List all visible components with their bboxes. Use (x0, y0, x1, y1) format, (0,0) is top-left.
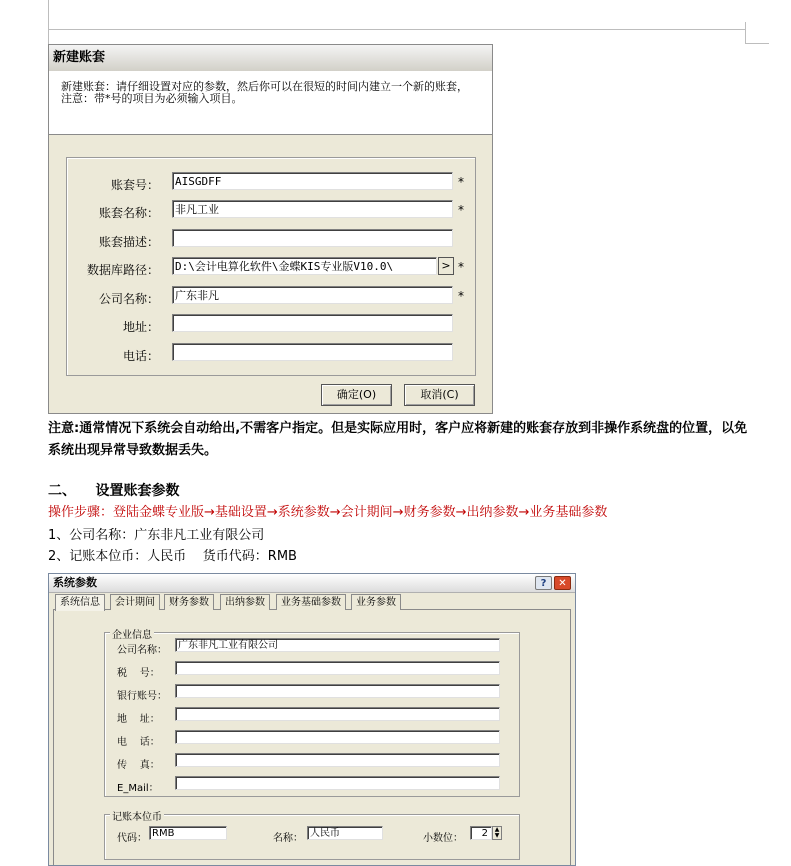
company-name-input[interactable]: 广东非凡工业有限公司 (175, 638, 500, 652)
help-icon[interactable]: ? (535, 576, 552, 590)
phone-input[interactable] (172, 343, 453, 361)
tab-finance-params[interactable]: 财务参数 (164, 594, 214, 610)
tab-business-base-params[interactable]: 业务基础参数 (276, 594, 346, 610)
currency-name-label: 名称： (273, 833, 303, 844)
db-path-input[interactable]: D:\会计电算化软件\金蝶KIS专业版V10.0\ (172, 257, 437, 275)
required-mark: * (458, 260, 464, 274)
address-label: 地址： (122, 320, 159, 334)
tab-cashier-params[interactable]: 出纳参数 (220, 594, 270, 610)
company-name-label: 公司名称： (117, 645, 167, 656)
currency-code-label: 代码： (117, 833, 147, 844)
address-label: 地 址： (117, 714, 160, 725)
page-margin-mark (48, 29, 745, 30)
base-currency-legend: 记账本位币 (110, 808, 164, 823)
close-icon[interactable]: ✕ (554, 576, 571, 590)
operation-steps: 操作步骤：登陆金蝶专业版→基础设置→系统参数→会计期间→财务参数→出纳参数→业务基础参数 (48, 505, 608, 520)
account-name-label: 账套名称： (98, 206, 159, 220)
bank-account-input[interactable] (175, 684, 500, 698)
dialog-title: 新建账套 (49, 45, 492, 72)
currency-name-input[interactable]: 人民币 (307, 826, 383, 840)
tab-strip (53, 594, 573, 610)
company-name-item: 1、公司名称：广东非凡工业有限公司 (48, 528, 265, 543)
account-desc-input[interactable] (172, 229, 453, 247)
company-input[interactable]: 广东非凡 (172, 286, 453, 304)
phone-label: 电话： (122, 349, 159, 363)
new-account-dialog (48, 44, 493, 414)
account-name-input[interactable]: 非凡工业 (172, 200, 453, 218)
address-input[interactable] (175, 707, 500, 721)
account-desc-label: 账套描述： (98, 235, 159, 249)
decimals-stepper[interactable]: 2 (470, 826, 492, 840)
enterprise-info-legend: 企业信息 (110, 626, 154, 641)
fax-input[interactable] (175, 753, 500, 767)
account-no-label: 账套号： (110, 178, 159, 192)
cancel-button[interactable]: 取消(C) (404, 384, 475, 406)
address-input[interactable] (172, 314, 453, 332)
phone-label: 电 话： (117, 737, 160, 748)
decimals-spin-icon[interactable]: ▲ ▼ (492, 826, 502, 840)
phone-input[interactable] (175, 730, 500, 744)
ok-button[interactable]: 确定(O) (321, 384, 392, 406)
account-no-input[interactable]: AISGDFF (172, 172, 453, 190)
page-margin-mark (745, 43, 769, 44)
system-params-dialog (48, 573, 576, 866)
note-paragraph: 注意:通常情况下系统会自动给出,不需客户指定。但是实际应用时，客户应将新建的账套存放到非操作系统盘的位置，以免系统出现异常导致数据丢失。 (48, 421, 748, 458)
currency-item: 2、记账本位币：人民币 货币代码：RMB (48, 549, 297, 564)
email-label: E_Mail： (117, 783, 159, 794)
tax-no-input[interactable] (175, 661, 500, 675)
browse-path-button[interactable]: > (438, 257, 454, 275)
page-margin-mark (745, 22, 746, 44)
required-mark: * (458, 289, 464, 303)
currency-code-input[interactable]: RMB (149, 826, 227, 840)
tax-no-label: 税 号： (117, 668, 160, 679)
section-heading: 二、 设置账套参数 (48, 483, 180, 499)
required-mark: * (458, 175, 464, 189)
bank-account-label: 银行账号： (117, 691, 167, 702)
tab-business-params[interactable]: 业务参数 (351, 594, 401, 610)
db-path-label: 数据库路径： (86, 263, 159, 277)
fax-label: 传 真： (117, 760, 160, 771)
page-margin-mark (48, 0, 49, 44)
tab-accounting-period[interactable]: 会计期间 (110, 594, 160, 610)
tab-system-info[interactable]: 系统信息 (55, 594, 105, 611)
email-input[interactable] (175, 776, 500, 790)
dialog-title: 系统参数 (49, 574, 575, 593)
dialog-description: 新建账套：请仔细设置对应的参数，然后你可以在很短的时间内建立一个新的账套，注意：带*号的项目为必须输入项目。 (49, 71, 492, 135)
decimals-label: 小数位： (423, 833, 463, 844)
company-label: 公司名称： (98, 292, 159, 306)
required-mark: * (458, 203, 464, 217)
